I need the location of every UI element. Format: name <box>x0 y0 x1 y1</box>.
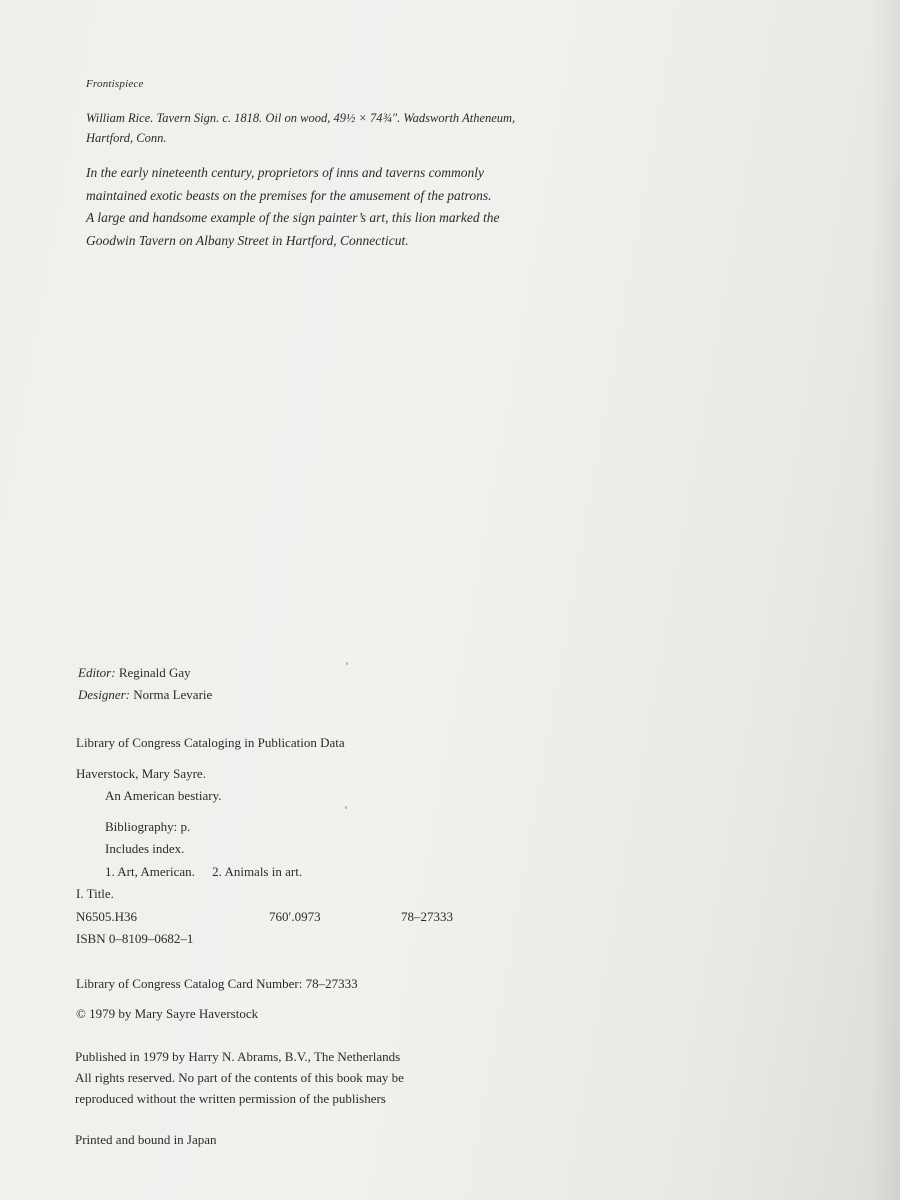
frontispiece-caption-line: William Rice. Tavern Sign. c. 1818. Oil on wood, 49½ × 74¾". Wadsworth Atheneum, <box>86 111 516 125</box>
editor-credit <box>78 662 212 684</box>
cip-data-block <box>76 732 596 1026</box>
publication-line: All rights reserved. No part of the contents of this book may be <box>75 1070 404 1085</box>
paper-speck <box>345 806 347 809</box>
cip-author: Haverstock, Mary Sayre. <box>76 765 206 781</box>
cip-subjects <box>76 861 596 884</box>
description-line: In the early nineteenth century, proprietors of inns and taverns commonly <box>86 165 485 180</box>
designer-name: Norma Levarie <box>133 687 213 702</box>
paper-speck <box>346 662 348 665</box>
publication-block <box>75 1046 595 1109</box>
frontispiece-caption-line: Hartford, Conn. <box>86 131 167 145</box>
description-line: Goodwin Tavern on Albany Street in Hartford, Connecticut. <box>86 232 409 248</box>
editor-name: Reginald Gay <box>118 665 191 680</box>
cip-dewey-number: 760′.0973 <box>269 908 321 924</box>
cip-lccn: 78–27333 <box>401 908 453 924</box>
cip-classification-row <box>76 906 596 929</box>
cip-bibliography: Bibliography: p. <box>105 818 191 834</box>
cip-title: An American bestiary. <box>105 788 222 803</box>
frontispiece-heading: Frontispiece <box>86 78 144 90</box>
description-line: maintained exotic beasts on the premises for the amusement of the patrons. <box>86 187 492 203</box>
editor-role: Editor: <box>78 665 116 680</box>
page-edge-shadow <box>870 0 900 1200</box>
credits-block <box>78 662 212 706</box>
catalog-card-number: Library of Congress Catalog Card Number: 78–27333 <box>76 975 358 991</box>
printed-notice: Printed and bound in Japan <box>75 1132 217 1147</box>
frontispiece-block <box>86 78 646 252</box>
designer-credit <box>78 684 212 706</box>
copyright-notice: © 1979 by Mary Sayre Haverstock <box>76 1006 259 1021</box>
cip-index: Includes index. <box>105 841 185 856</box>
publication-line: Published in 1979 by Harry N. Abrams, B.V., The Netherlands <box>75 1049 401 1064</box>
description-line: A large and handsome example of the sign painter’s art, this lion marked the <box>86 210 500 225</box>
cip-title-entry: I. Title. <box>76 886 114 901</box>
frontispiece-description <box>86 162 626 252</box>
cip-isbn: ISBN 0–8109–0682–1 <box>76 931 194 946</box>
frontispiece-caption <box>86 108 626 148</box>
cip-call-number: N6505.H36 <box>76 908 138 924</box>
publication-line: reproduced without the written permission of the publishers <box>75 1091 386 1106</box>
designer-role: Designer: <box>78 687 130 702</box>
cip-subject: 2. Animals in art. <box>212 863 303 879</box>
cip-subject: 1. Art, American. <box>105 863 195 879</box>
cip-heading: Library of Congress Cataloging in Publication Data <box>76 735 345 750</box>
